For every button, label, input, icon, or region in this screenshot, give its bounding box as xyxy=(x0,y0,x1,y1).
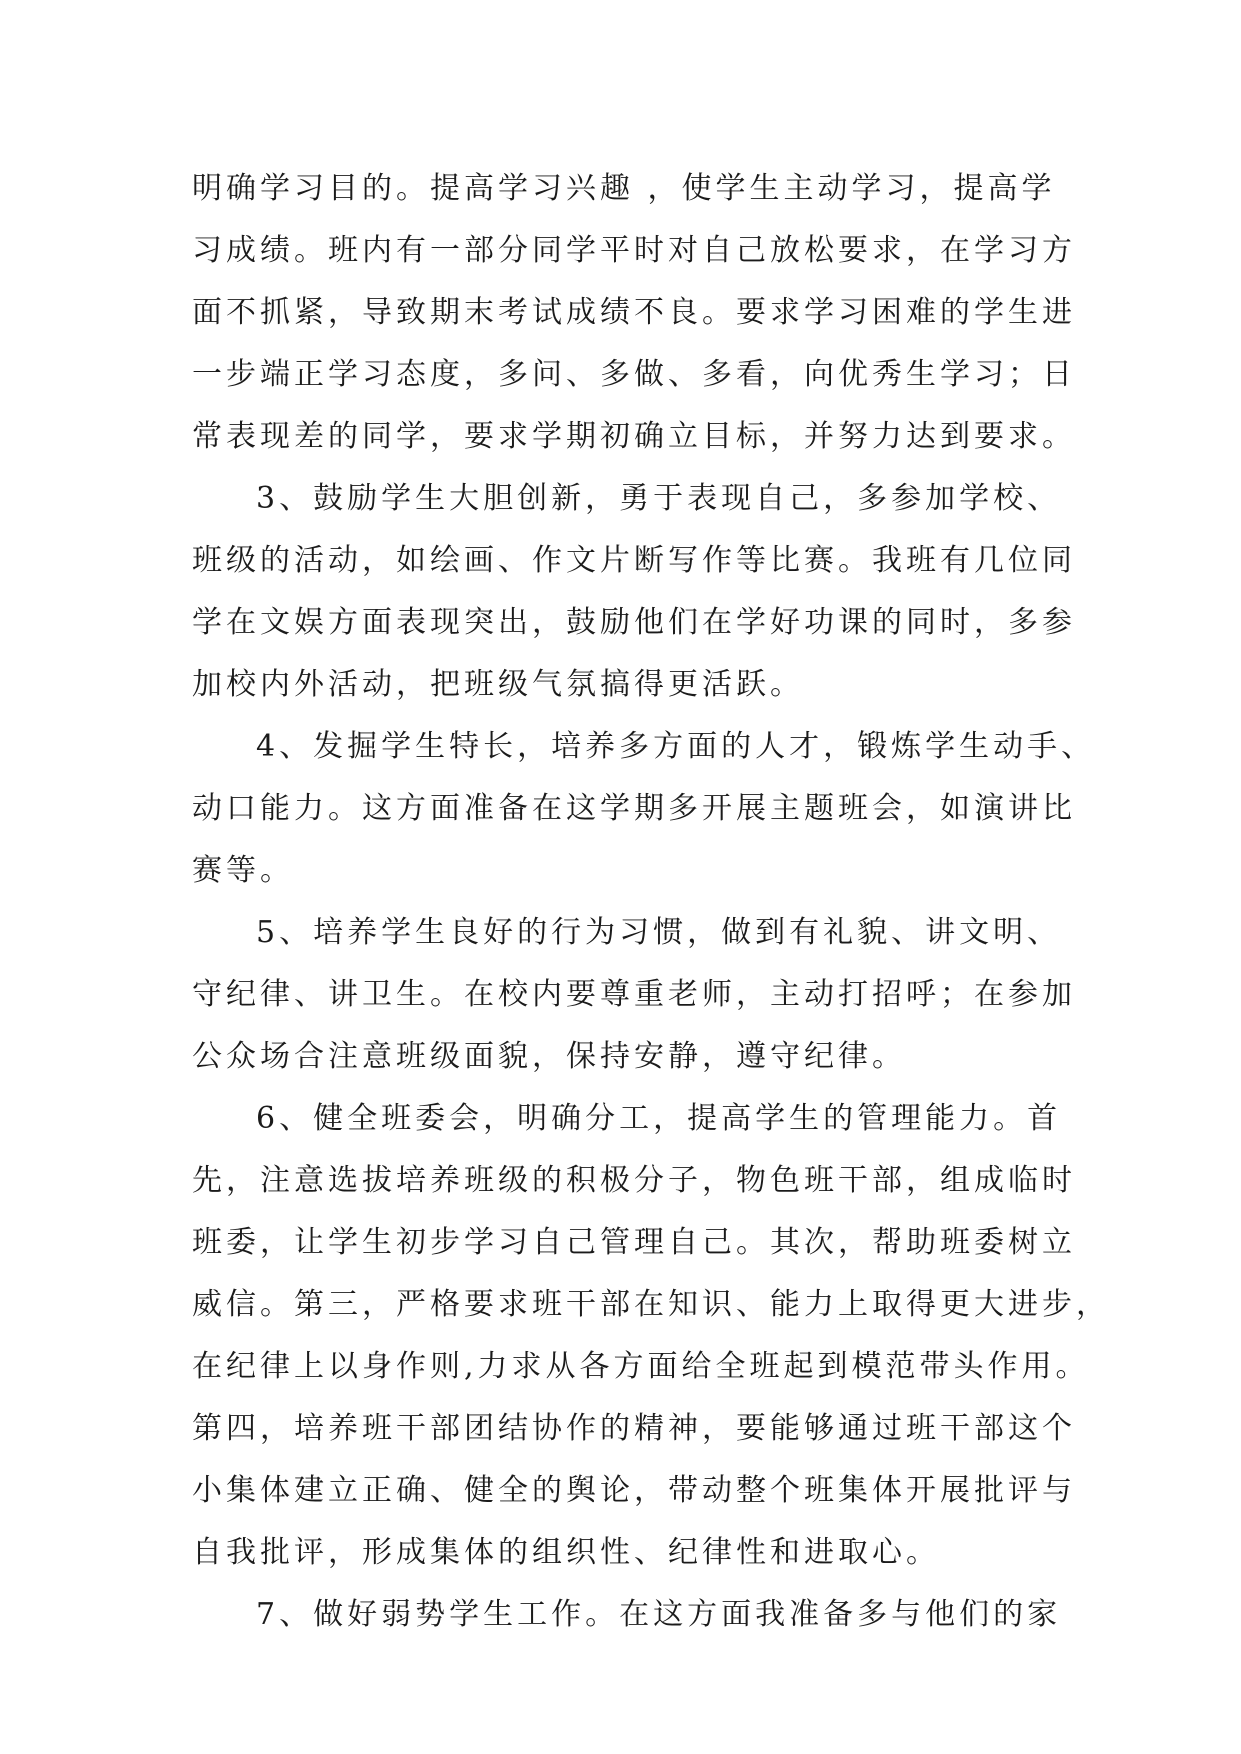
text-line: 赛等。 xyxy=(192,853,294,888)
text-line: 7、做好弱势学生工作。在这方面我准备多与他们的家 xyxy=(256,1597,1062,1632)
text-line: 守纪律、讲卫生。在校内要尊重老师，主动打招呼；在参加 xyxy=(192,977,1076,1012)
text-line: 3、鼓励学生大胆创新，勇于表现自己，多参加学校、 xyxy=(256,481,1062,516)
text-line: 加校内外活动，把班级气氛搞得更活跃。 xyxy=(192,667,804,702)
text-line: 4、发掘学生特长，培养多方面的人才，锻炼学生动手、 xyxy=(256,729,1096,764)
text-line: 明确学习目的。提高学习兴趣 ，使学生主动学习，提高学 xyxy=(192,171,1056,206)
text-line: 常表现差的同学，要求学期初确立目标，并努力达到要求。 xyxy=(192,419,1076,454)
text-line: 习成绩。班内有一部分同学平时对自己放松要求，在学习方 xyxy=(192,233,1076,268)
text-line: 学在文娱方面表现突出，鼓励他们在学好功课的同时，多参 xyxy=(192,605,1076,640)
body-text xyxy=(192,158,1110,1646)
text-line: 一步端正学习态度，多问、多做、多看，向优秀生学习；日 xyxy=(192,357,1076,392)
text-line: 第四，培养班干部团结协作的精神，要能够通过班干部这个 xyxy=(192,1411,1076,1446)
text-line: 在纪律上以身作则,力求从各方面给全班起到模范带头作用。 xyxy=(192,1349,1090,1384)
text-line: 自我批评，形成集体的组织性、纪律性和进取心。 xyxy=(192,1535,940,1570)
text-line: 班级的活动，如绘画、作文片断写作等比赛。我班有几位同 xyxy=(192,543,1076,578)
text-line: 先，注意选拔培养班级的积极分子，物色班干部，组成临时 xyxy=(192,1163,1076,1198)
text-line: 面不抓紧，导致期末考试成绩不良。要求学习困难的学生进 xyxy=(192,295,1076,330)
text-line: 公众场合注意班级面貌，保持安静，遵守纪律。 xyxy=(192,1039,906,1074)
text-line: 动口能力。这方面准备在这学期多开展主题班会，如演讲比 xyxy=(192,791,1076,826)
text-line: 小集体建立正确、健全的舆论，带动整个班集体开展批评与 xyxy=(192,1473,1076,1508)
text-line: 威信。第三，严格要求班干部在知识、能力上取得更大进步， xyxy=(192,1287,1110,1322)
text-line: 5、培养学生良好的行为习惯，做到有礼貌、讲文明、 xyxy=(256,915,1062,950)
text-line: 6、健全班委会，明确分工，提高学生的管理能力。首 xyxy=(256,1101,1062,1136)
text-line: 班委，让学生初步学习自己管理自己。其次，帮助班委树立 xyxy=(192,1225,1076,1260)
